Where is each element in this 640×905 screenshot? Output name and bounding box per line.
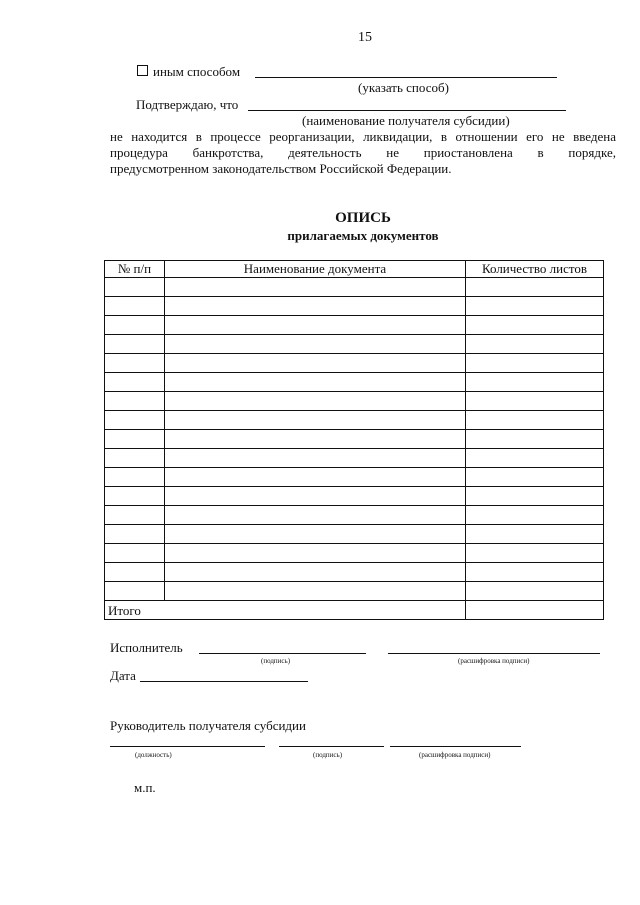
other-method-checkbox[interactable] — [137, 65, 148, 76]
row-number-cell[interactable] — [105, 506, 165, 525]
head-signature-hint: (подпись) — [313, 751, 343, 759]
table-row — [105, 430, 604, 449]
document-name-cell[interactable] — [165, 373, 466, 392]
table-row — [105, 297, 604, 316]
row-number-cell[interactable] — [105, 563, 165, 582]
sheet-count-cell[interactable] — [466, 392, 604, 411]
document-name-cell[interactable] — [165, 582, 466, 601]
table-row — [105, 354, 604, 373]
executor-signature-hint: (подпись) — [261, 657, 291, 665]
row-number-cell[interactable] — [105, 544, 165, 563]
head-position-hint: (должность) — [135, 751, 172, 759]
column-header-number: № п/п — [105, 261, 165, 278]
row-number-cell[interactable] — [105, 525, 165, 544]
page-number: 15 — [358, 30, 372, 45]
document-name-cell[interactable] — [165, 449, 466, 468]
executor-decoding-hint: (расшифровка подписи) — [458, 657, 530, 665]
document-name-cell[interactable] — [165, 278, 466, 297]
method-hint: (указать способ) — [358, 80, 449, 95]
row-number-cell[interactable] — [105, 430, 165, 449]
head-position-line[interactable] — [110, 746, 265, 747]
document-name-cell[interactable] — [165, 297, 466, 316]
date-label: Дата — [110, 668, 136, 683]
executor-signature-line[interactable] — [199, 653, 366, 654]
table-row — [105, 278, 604, 297]
column-header-document-name: Наименование документа — [165, 261, 466, 278]
sheet-count-cell[interactable] — [466, 373, 604, 392]
executor-decoding-line[interactable] — [388, 653, 600, 654]
other-method-label: иным способом — [153, 64, 241, 79]
table-row — [105, 335, 604, 354]
method-input-line[interactable] — [255, 77, 557, 78]
sheet-count-cell[interactable] — [466, 354, 604, 373]
sheet-count-cell[interactable] — [466, 278, 604, 297]
sheet-count-cell[interactable] — [466, 449, 604, 468]
total-row — [105, 601, 604, 620]
document-name-cell[interactable] — [165, 316, 466, 335]
table-row — [105, 373, 604, 392]
column-header-sheet-count: Количество листов — [466, 261, 604, 278]
document-name-cell[interactable] — [165, 411, 466, 430]
sheet-count-cell[interactable] — [466, 430, 604, 449]
table-row — [105, 525, 604, 544]
document-name-cell[interactable] — [165, 563, 466, 582]
date-line[interactable] — [140, 681, 308, 682]
head-signature-line[interactable] — [279, 746, 384, 747]
documents-table — [104, 260, 604, 620]
sheet-count-cell[interactable] — [466, 525, 604, 544]
table-header-row — [105, 261, 604, 278]
inventory-subtitle: прилагаемых документов — [287, 228, 439, 243]
total-sheets-cell[interactable] — [466, 601, 604, 620]
row-number-cell[interactable] — [105, 582, 165, 601]
document-name-cell[interactable] — [165, 525, 466, 544]
head-label: Руководитель получателя субсидии — [110, 718, 306, 733]
table-row — [105, 544, 604, 563]
sheet-count-cell[interactable] — [466, 563, 604, 582]
inventory-title: ОПИСЬ — [335, 210, 391, 226]
row-number-cell[interactable] — [105, 316, 165, 335]
documents-table-body — [105, 278, 604, 601]
sheet-count-cell[interactable] — [466, 316, 604, 335]
row-number-cell[interactable] — [105, 449, 165, 468]
table-row — [105, 411, 604, 430]
document-name-cell[interactable] — [165, 335, 466, 354]
total-label: Итого — [105, 601, 466, 620]
document-name-cell[interactable] — [165, 544, 466, 563]
sheet-count-cell[interactable] — [466, 487, 604, 506]
table-row — [105, 506, 604, 525]
executor-label: Исполнитель — [110, 640, 183, 655]
confirm-text-line-3: предусмотренном законодательством Российской Федерации. — [110, 161, 452, 176]
table-row — [105, 392, 604, 411]
sheet-count-cell[interactable] — [466, 411, 604, 430]
document-name-cell[interactable] — [165, 468, 466, 487]
confirm-text-line-2: процедура банкротства, деятельность не приостановлена в порядке, — [110, 145, 616, 160]
table-row — [105, 468, 604, 487]
table-row — [105, 449, 604, 468]
sheet-count-cell[interactable] — [466, 544, 604, 563]
sheet-count-cell[interactable] — [466, 506, 604, 525]
row-number-cell[interactable] — [105, 297, 165, 316]
document-name-cell[interactable] — [165, 487, 466, 506]
row-number-cell[interactable] — [105, 487, 165, 506]
row-number-cell[interactable] — [105, 411, 165, 430]
head-decoding-line[interactable] — [390, 746, 521, 747]
sheet-count-cell[interactable] — [466, 468, 604, 487]
recipient-name-line[interactable] — [248, 110, 566, 111]
row-number-cell[interactable] — [105, 278, 165, 297]
row-number-cell[interactable] — [105, 354, 165, 373]
document-name-cell[interactable] — [165, 430, 466, 449]
table-row — [105, 487, 604, 506]
table-row — [105, 582, 604, 601]
row-number-cell[interactable] — [105, 468, 165, 487]
document-name-cell[interactable] — [165, 354, 466, 373]
seal-label: м.п. — [134, 780, 156, 795]
confirm-label: Подтверждаю, что — [136, 97, 239, 112]
document-name-cell[interactable] — [165, 506, 466, 525]
sheet-count-cell[interactable] — [466, 582, 604, 601]
document-name-cell[interactable] — [165, 392, 466, 411]
sheet-count-cell[interactable] — [466, 297, 604, 316]
row-number-cell[interactable] — [105, 335, 165, 354]
row-number-cell[interactable] — [105, 392, 165, 411]
sheet-count-cell[interactable] — [466, 335, 604, 354]
confirm-text-line-1: не находится в процессе реорганизации, ликвидации, в отношении его не введена — [110, 129, 616, 144]
table-row — [105, 563, 604, 582]
row-number-cell[interactable] — [105, 373, 165, 392]
recipient-name-hint: (наименование получателя субсидии) — [302, 113, 510, 128]
table-row — [105, 316, 604, 335]
head-decoding-hint: (расшифровка подписи) — [419, 751, 491, 759]
